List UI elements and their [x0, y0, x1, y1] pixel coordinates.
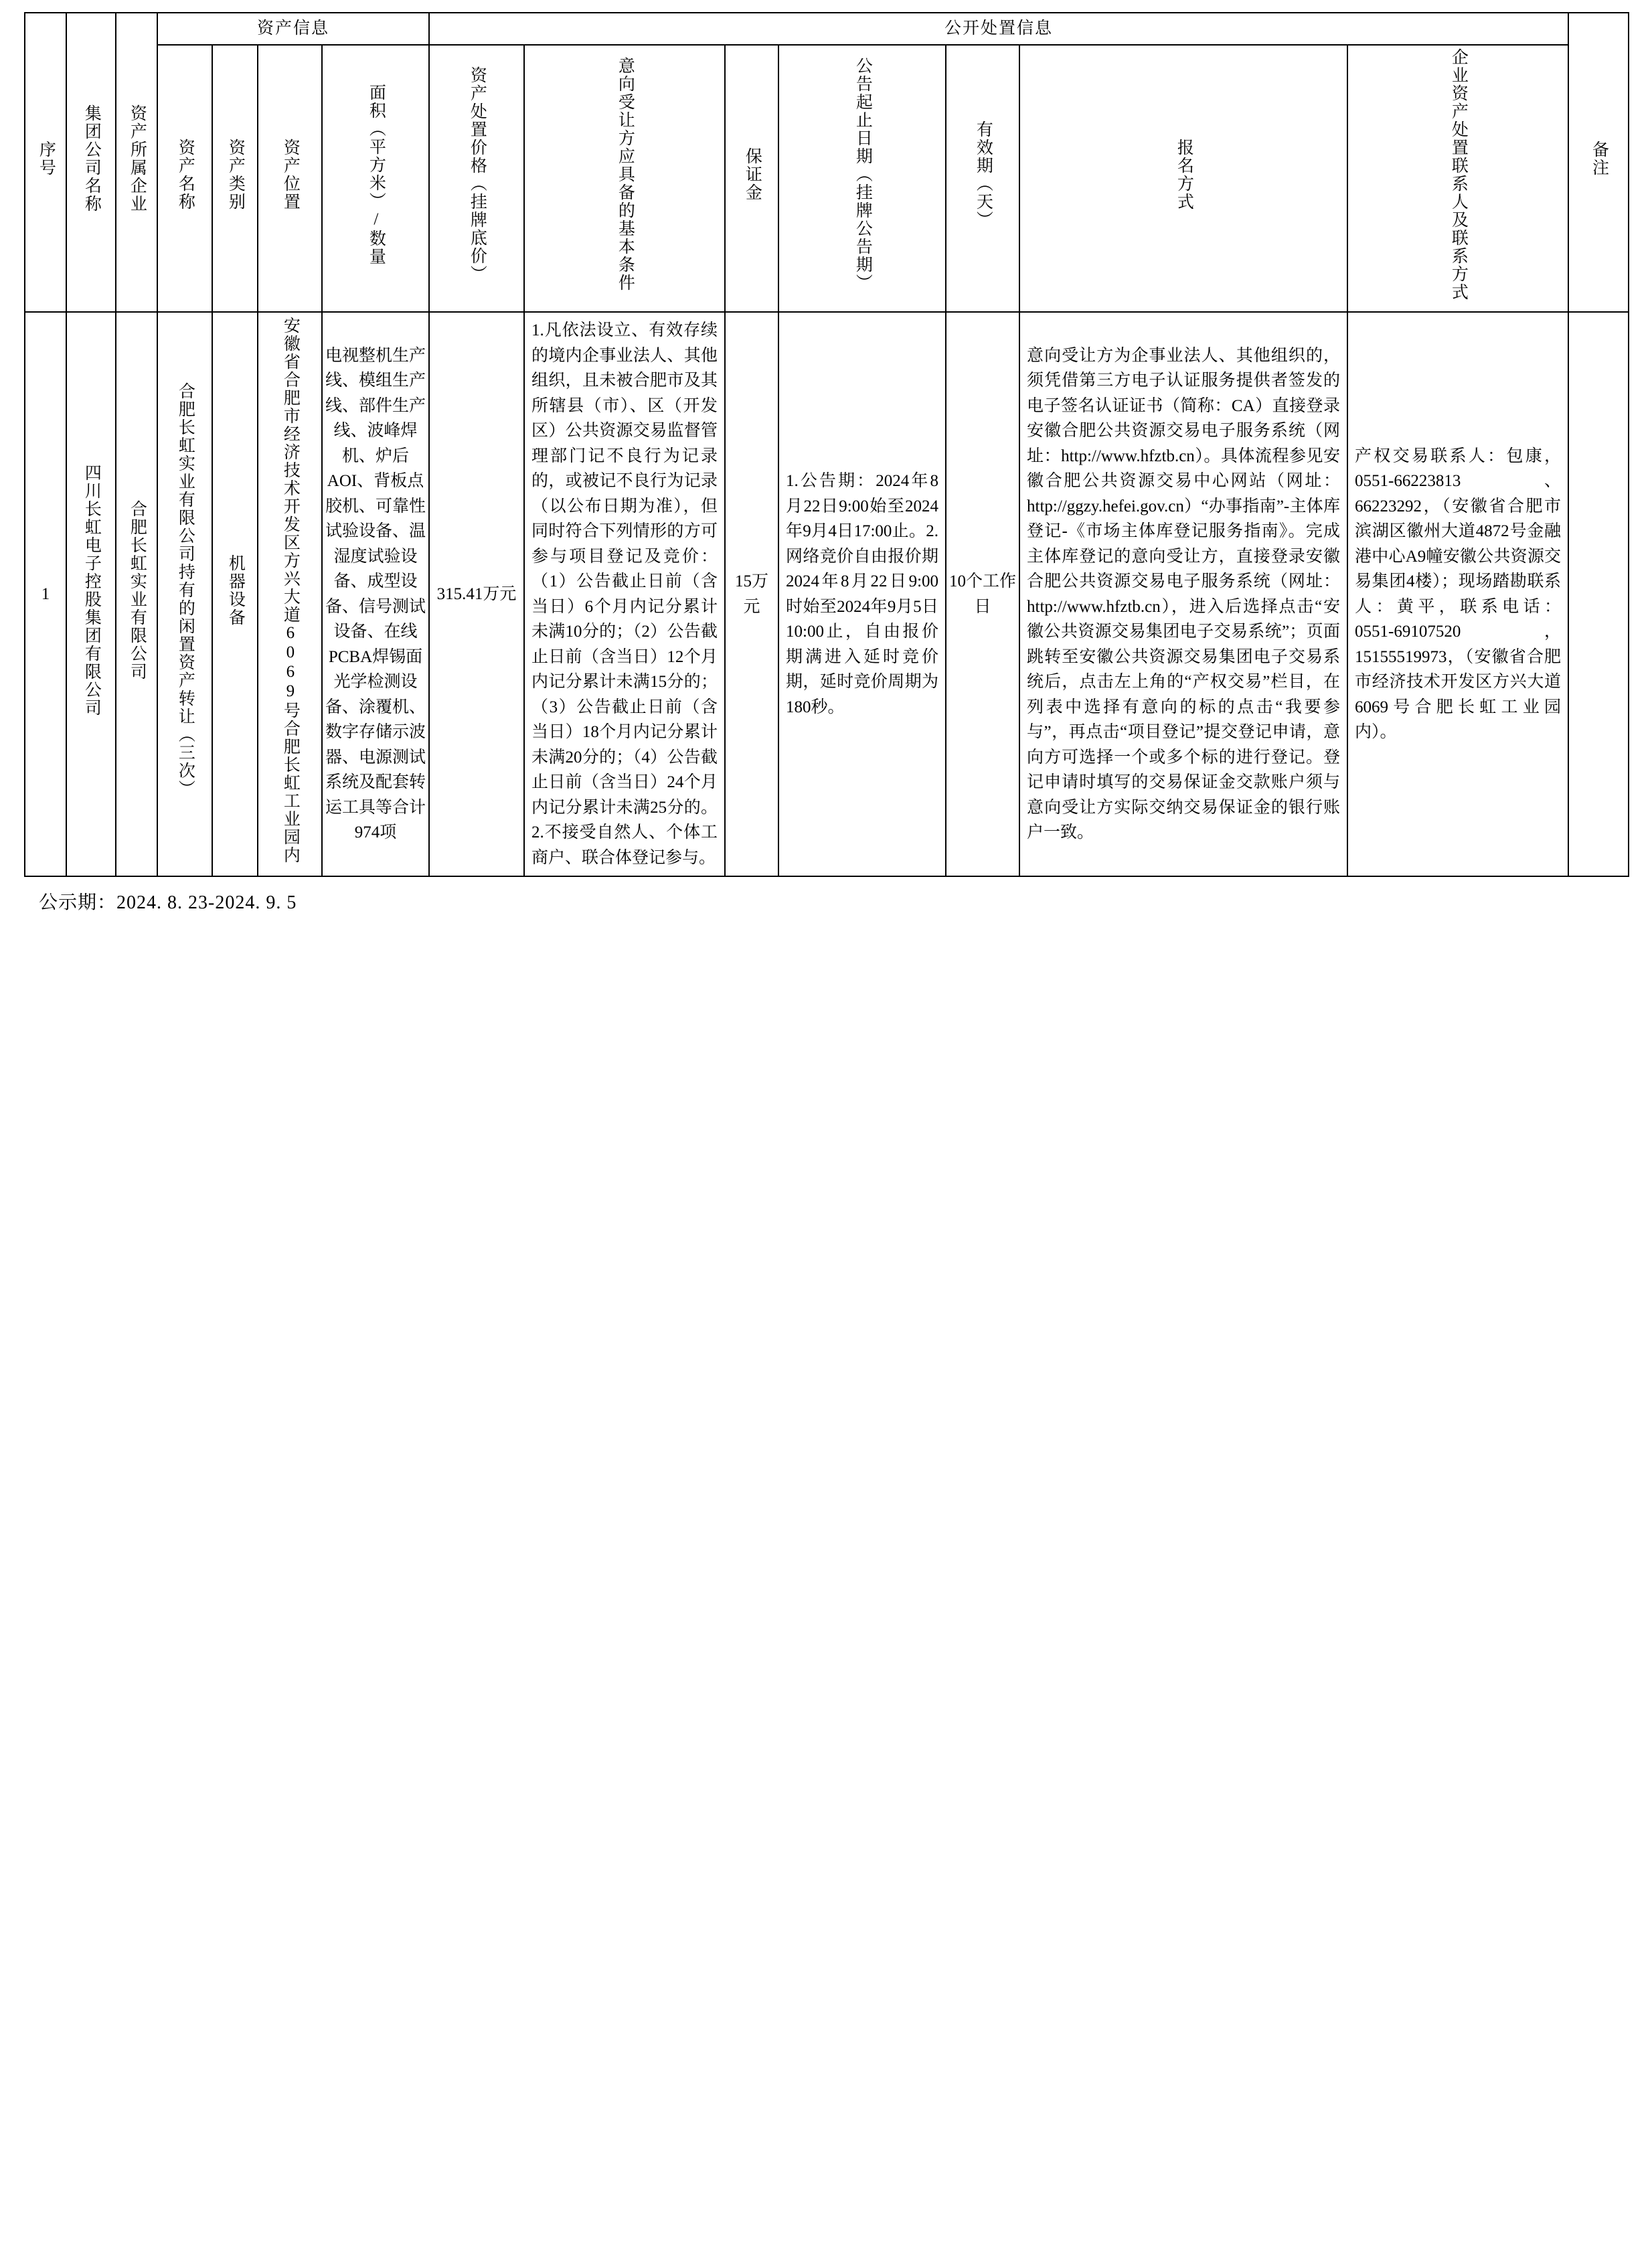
table-header-group-row	[25, 13, 1629, 45]
header-asset-type: 资产类别	[212, 45, 258, 313]
cell-deposit: 15万元	[725, 312, 778, 876]
header-contact: 企业资产处置联系人及联系方式	[1347, 45, 1568, 313]
publicity-period-text: 公示期：2024. 8. 23-2024. 9. 5	[39, 892, 297, 913]
cell-group-company-name: 四川长虹电子控股集团有限公司	[66, 312, 116, 876]
cell-signup-method: 意向受让方为企事业法人、其他组织的，须凭借第三方电子认证服务提供者签发的电子签名认证证书（简称：CA）直接登录安徽合肥公共资源交易电子服务系统（网址：http://www.hfztb.cn）。具体流程参见安徽合肥公共资源交易中心网站（网址：http://ggzy.hefei.gov.cn）“办事指南”-主体库登记-《市场主体库登记服务指南》。完成主体库登记的意向受让方，直接登录安徽合肥公共资源交易电子服务系统（网址：http://www.hfztb.cn），进入后选择点击“安徽公共资源交易集团电子交易系统”；页面跳转至安徽公共资源交易集团电子交易系统后，点击左上角的“产权交易”栏目，在列表中选择有意向的标的点击“我要参与”，再点击“项目登记”提交登记申请，意向方可选择一个或多个标的进行登记。登记申请时填写的交易保证金交款账户须与意向受让方实际交纳交易保证金的银行账户一致。	[1019, 312, 1347, 876]
cell-area-quantity: 电视整机生产线、模组生产线、部件生产线、波峰焊机、炉后AOI、背板点胶机、可靠性试验设备、温湿度试验设备、成型设备、信号测试设备、在线PCBA焊锡面光学检测设备、涂覆机、数字存储示波器、电源测试系统及配套转运工具等合计974项	[322, 312, 429, 876]
table-row	[25, 312, 1629, 876]
header-asset-location: 资产位置	[258, 45, 322, 313]
cell-remark	[1568, 312, 1629, 876]
cell-asset-type: 机器设备	[212, 312, 258, 876]
header-disposal-price: 资产处置价格（挂牌底价）	[429, 45, 524, 313]
table-header-sub-row	[25, 45, 1629, 313]
cell-contact: 产权交易联系人：包康，0551-66223813、66223292，（安徽省合肥市滨湖区徽州大道4872号金融港中心A9幢安徽公共资源交易集团4楼）；现场踏勘联系人：黄平，联系电话：0551-69107520，15155519973，（安徽省合肥市经济技术开发区方兴大道6069号合肥长虹工业园内）。	[1347, 312, 1568, 876]
header-announcement-period: 公告起止日期（挂牌公告期）	[778, 45, 946, 313]
header-asset-name: 资产名称	[157, 45, 212, 313]
header-remark: 备注	[1568, 13, 1629, 312]
cell-disposal-price: 315.41万元	[429, 312, 524, 876]
header-signup-method: 报名方式	[1019, 45, 1347, 313]
cell-valid-days: 10个工作日	[946, 312, 1019, 876]
header-group-company-name: 集团公司名称	[66, 13, 116, 312]
header-valid-days: 有效期（天）	[946, 45, 1019, 313]
header-asset-info-group: 资产信息	[157, 13, 429, 45]
asset-disposal-table	[24, 12, 1629, 877]
header-seq: 序号	[25, 13, 66, 312]
cell-seq: 1	[25, 312, 66, 876]
cell-asset-belong-enterprise: 合肥长虹实业有限公司	[116, 312, 157, 876]
header-public-disposal-info-group: 公开处置信息	[429, 13, 1568, 45]
cell-announcement-period: 1.公告期：2024年8月22日9:00始至2024年9月4日17:00止。2.网络竞价自由报价期2024年8月22日9:00时始至2024年9月5日10:00止，自由报价期满进入延时竞价期，延时竞价周期为180秒。	[778, 312, 946, 876]
header-area-quantity: 面积（平方米）/数量	[322, 45, 429, 313]
header-basic-conditions: 意向受让方应具备的基本条件	[524, 45, 725, 313]
header-deposit: 保证金	[725, 45, 778, 313]
header-asset-belong-enterprise: 资产所属企业	[116, 13, 157, 312]
cell-asset-name: 合肥长虹实业有限公司持有的闲置资产转让（三次）	[157, 312, 212, 876]
cell-asset-location: 安徽省合肥市经济技术开发区方兴大道6069号合肥长虹工业园内	[258, 312, 322, 876]
cell-basic-conditions: 1.凡依法设立、有效存续的境内企事业法人、其他组织，且未被合肥市及其所辖县（市）、区（开发区）公共资源交易监督管理部门记不良行为记录的，或被记不良行为记录（以公布日期为准），但同时符合下列情形的方可参与项目登记及竞价：（1）公告截止日前（含当日）6个月内记分累计未满10分的；（2）公告截止日前（含当日）12个月内记分累计未满15分的；（3）公告截止日前（含当日）18个月内记分累计未满20分的；（4）公告截止日前（含当日）24个月内记分累计未满25分的。2.不接受自然人、个体工商户、联合体登记参与。	[524, 312, 725, 876]
